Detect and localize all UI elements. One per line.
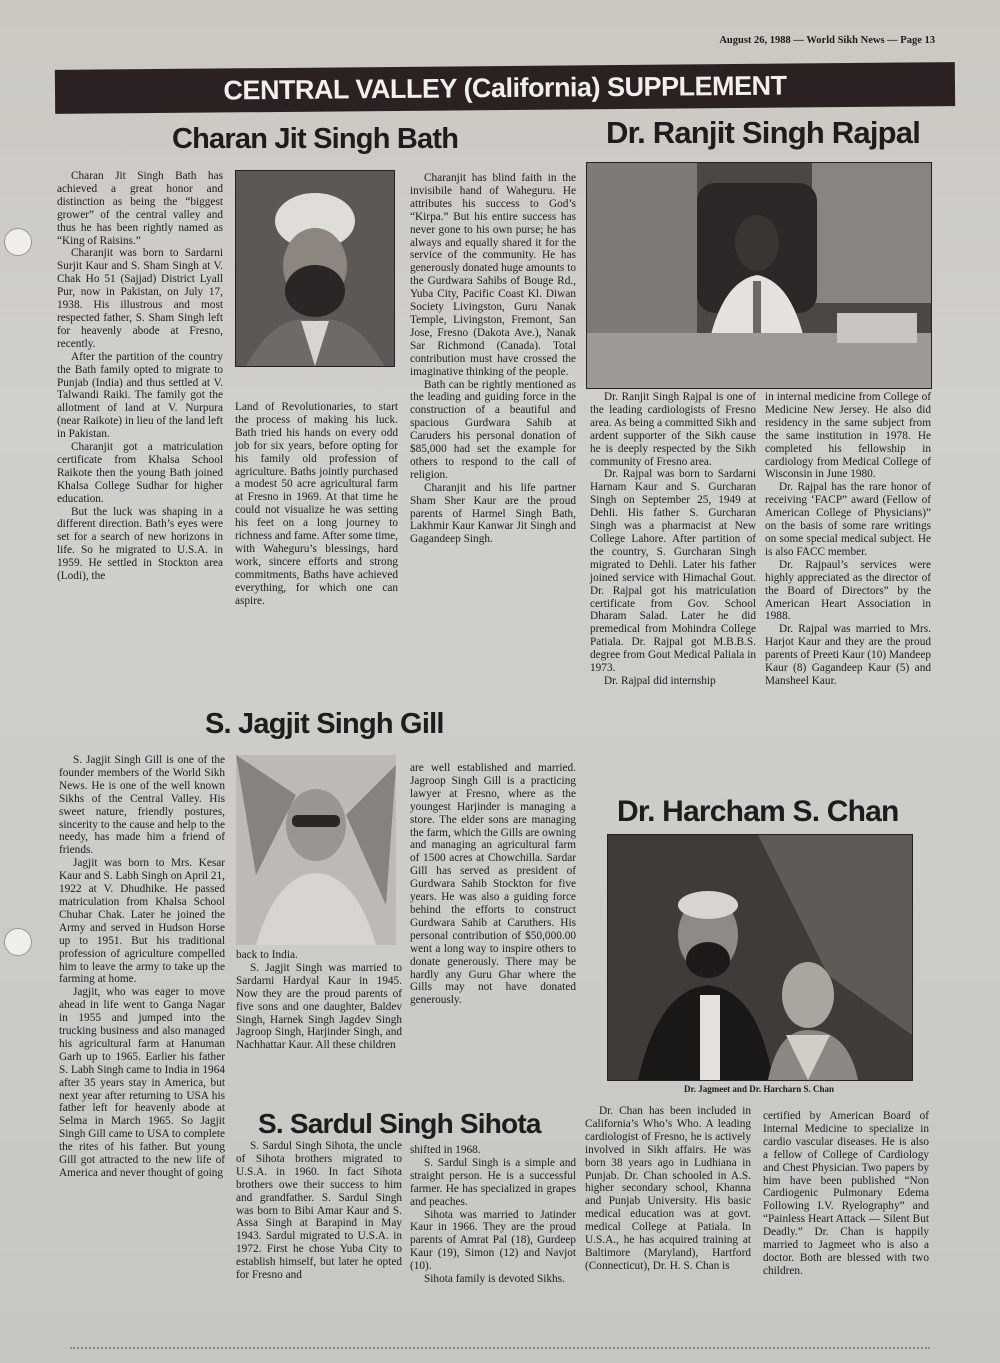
paragraph: Dr. Chan has been included in California’s Who’s Who. A leading cardiologist of Fresno, he is actively involved in Sikh affairs. He was born 38 years ago in Ludhiana in Punjab. Dr. Chan schooled in A.S. higher secondary school, Khanna and Punjab University. His basic medical education was at govt. medical College at Patiala. In U.S.A., he has acquired training at Baltimore (Maryland), Hartford (Connecticut), Dr. H. S. Chan is xyxy=(585,1105,751,1272)
headline-sihota: S. Sardul Singh Sihota xyxy=(258,1108,541,1139)
paragraph: Charan Jit Singh Bath has achieved a great honor and distinction as being the “biggest grower” of the central valley and thus he has been rightly named as “King of Raisins.” xyxy=(57,170,223,247)
paragraph: are well established and married. Jagroop Singh Gill is a practicing lawyer at Fresno, where as the youngest Harjinder is managing a store. The elder sons are managing the farm, which the Gills are owning and managing an agricultural farm of 1500 acres at Chowchilla. Sardar Gill has served as president of Gurdwara Sahib Stockton for five years. He was also a guiding force behind the efforts to construct Gurdwara Sahib at Caruthers. His personal contribution of $50,000.00 went a long way to inspire others to donate generously. There may be hardly any Guru Ghar where the Gills may not have donated generously. xyxy=(410,762,576,1007)
paragraph: Bath can be rightly mentioned as the leading and guiding force in the construction of a beautiful and spacious Gurdwara Sahib at Caruders his personal donation of $85,000 had set the example for others to respond to the call of religion. xyxy=(410,378,576,481)
paragraph: S. Sardul Singh is a simple and straight person. He is a successful farmer. He has specialized in grapes and peaches. xyxy=(410,1156,576,1208)
photo-caption-chan: Dr. Jagmeet and Dr. Harcharn S. Chan xyxy=(684,1084,834,1094)
sihota-column-2 xyxy=(410,1144,576,1286)
paragraph: But the luck was shaping in a different direction. Bath’s eyes were set for a search of new horizons in life. So he migrated to U.S.A. in 1959. He settled in Stockton area (Lodi), the xyxy=(57,505,223,583)
photo-s-jagjit-singh-gill xyxy=(236,755,396,945)
paragraph: back to India. xyxy=(236,949,298,961)
paragraph: Jagjit was born to Mrs. Kesar Kaur and S. Labh Singh on April 21, 1922 at V. Dhudhike. He passed matriculation from Khalsa School Chuhar Chak. Later he joined the Army and served in Hudson Horse up to 1951. But his traditional profession of agriculture compelled him to leave the army to take up the farming at home. xyxy=(59,857,225,986)
page-folio: August 26, 1988 — World Sikh News — Page 13 xyxy=(719,35,935,46)
banner-title: CENTRAL VALLEY (California) SUPPLEMENT xyxy=(223,70,787,105)
bottom-rule xyxy=(70,1347,930,1349)
rajpal-column-1 xyxy=(590,391,756,688)
paragraph: Dr. Rajpaul’s services were highly appreciated as the director of the Board of Directors” by the American Heart Association in 1988. xyxy=(765,558,931,623)
chan-column-1 xyxy=(585,1105,751,1273)
chan-column-2 xyxy=(763,1110,929,1278)
binder-hole xyxy=(4,228,32,256)
paragraph: Sihota family is devoted Sikhs. xyxy=(424,1273,565,1286)
sihota-column-1 xyxy=(236,1140,402,1282)
portrait-illustration xyxy=(236,171,394,366)
rajpal-column-2 xyxy=(765,391,931,688)
headline-rajpal: Dr. Ranjit Singh Rajpal xyxy=(606,115,921,150)
paragraph: Jagjit, who was eager to move ahead in life went to Ganga Nagar in 1955 and jumped into the trucking business and also managed his agricultural farm at Hanuman Garh up to 1965. Earlier his father S. Labh Singh came to India in 1964 after 35 years stay in America, but next year after returning to USA his father left for heavenly abode at Selma in March 1965. So Jagjit Singh Gill came to USA to complete the rites of his father. But young Gill got attracted to the new life of America and never thought of going xyxy=(59,986,225,1179)
paragraph: Dr. Rajpal did internship xyxy=(604,674,716,687)
office-illustration xyxy=(587,163,931,388)
paragraph: Dr. Rajpal was born to Sardarni Harnam Kaur and S. Gurcharan Singh on September 25, 1949 at Dehli. His father S. Gurcharan Singh was a pharmacist at New College Lahore. After partition of the country, S. Gurcharan Singh migrated to Dehli. Later his father joined service with Himachal Gout. Dr. Rajpal got his matriculation certificate from Gov. School Dharam Salad. Later he did premedical from Mohindra College Patiala. Dr. Rajpal got M.B.B.S. degree from Gout Medical Paliala in 1973. xyxy=(590,468,756,675)
gill-column-2 xyxy=(236,949,402,1052)
paragraph: Dr. Rajpal has the rare honor of receiving ‘FACP” award (Fellow of American College of Physicians)” on the basis of some rare writings on some special medical subject. He is also FACC member. xyxy=(765,481,931,558)
paragraph: Land of Revolutionaries, to start the process of making his luck. Bath tried his hands on every odd job for six years, before opting for his family old profession of agriculture. Baths jointly purchased a modest 50 acre agricultural farm at Fresno in 1969. At that time he could not visualize he was setting his feet on a long journey to richness and fame. After some time, with Waheguru’s blessings, hard work, sincere efforts and strong commitments, Baths have achieved everything, for which one can aspire. xyxy=(235,401,398,607)
paragraph: Charanjit was born to Sardarni Surjit Kaur and S. Sham Singh at V. Chak Ho 51 (Sajjad) District Lyall Pur, now in Pakistan, on July 17, 1938. His illustrous and most respected father, S. Sham Singh left for heavenly abode at Fresno, recently. xyxy=(57,247,223,350)
paragraph: in internal medicine from College of Medicine New Jersey. He also did residency in the same subject from the same institution in 1978. He completed his fellowship in cardiology from Medical College of Wisconsin in June 1980. xyxy=(765,391,931,481)
paragraph: Charanjit has blind faith in the invisibile hand of Waheguru. He attributes his success to God’s “Kirpa.” But his entire success has never gone to his own purse; he has always and equally shared it for the service of the community. He has generously donated huge amounts to the Gurdwara Sahibs of Bouge Rd., Yuba City, Pacific Coast Kl. Diwan Society Livingston, Guru Nanak Temple, Livingston, Fremont, San Jose, Fresno (Dakota Ave.), Nanak Sar Richmond (Canada). Total contribution must have crossed the imaginative thinking of the people. xyxy=(410,172,576,378)
paragraph: Sihota was married to Jatinder Kaur in 1966. They are the proud parents of Amrat Pal (18), Gurdeep Kaur (19), Simon (12) and Navjot (10). xyxy=(410,1208,576,1273)
paragraph: S. Sardul Singh Sihota, the uncle of Sihota brothers migrated to U.S.A. in 1960. In fact Sihota brothers owe their success to him and grandfather. S. Sardul Singh was born to Bibi Amar Kaur and S. Assa Singh at Barapind in May 1943. Sardul migrated to U.S.A. in 1972. First he chose Yuba City to establish himself, but later he opted for Fresno and xyxy=(236,1140,402,1282)
paragraph: shifted in 1968. xyxy=(410,1144,481,1156)
supplement-banner xyxy=(55,62,955,114)
bath-column-2 xyxy=(235,401,398,608)
headline-gill: S. Jagjit Singh Gill xyxy=(205,708,444,740)
paragraph: Dr. Rajpal was married to Mrs. Harjot Kaur and they are the proud parents of Preeti Kaur (10) Mandeep Kaur (8) Gagandeep Kaur (5) and Mansheel Kaur. xyxy=(765,623,931,687)
portrait-illustration xyxy=(236,755,396,945)
photo-charan-jit-singh-bath xyxy=(235,170,395,367)
paragraph: Charanjit and his life partner Sham Sher Kaur are the proud parents of Harmel Singh Bath, Lakhmir Kaur Kanwar Jit Singh and Gagandeep Singh. xyxy=(410,481,576,546)
photo-dr-ranjit-singh-rajpal xyxy=(586,162,932,389)
headline-chan: Dr. Harcham S. Chan xyxy=(617,795,899,828)
paragraph: S. Jagjit Singh was married to Sardarni Hardyal Kaur in 1945. Now they are the proud parents of five sons and one daughter, Baldev Singh, Harnek Singh Jagdev Singh Jagroop Singh, Harjinder Singh, and Nachhattar Kaur. All these children xyxy=(236,961,402,1052)
couple-illustration xyxy=(608,835,912,1080)
paragraph: Charanjit got a matriculation certificate from Khalsa School Raikote then the young Bath joined Khalsa College Sudhar for higher education. xyxy=(57,441,223,505)
paragraph: S. Jagjit Singh Gill is one of the founder members of the World Sikh News. He is one of the well known Sikhs of the Central Valley. His sweet nature, friendly postures, sincerity to the cause and help to the needy, has made him a friend of friends. xyxy=(59,754,225,857)
paragraph: certified by American Board of Internal Medicine to specialize in cardio vascular diseases. He is also a fellow of College of Cardiology and Chest Physician. Two papers by him have been published “Non Cardiogenic Pulmonary Edema Following I.V. Ryelography” and “Painless Heart Attack — Silent But Deadly.” Dr. Chan is happily married to Jagmeet who is also a doctor. Both are blessed with two children. xyxy=(763,1110,929,1277)
gill-column-1 xyxy=(59,754,225,1180)
gill-column-3 xyxy=(410,762,576,1007)
paragraph: After the partition of the country the Bath family opted to migrate to Punjab (India) and thus settled at V. Talwandi Raiki. The family got the allotment of land at V. Nurpura (near Raikote) in lieu of the land left in Pakistan. xyxy=(57,350,223,441)
bath-column-1 xyxy=(57,170,223,583)
photo-dr-harcham-s-chan xyxy=(607,834,913,1081)
binder-hole xyxy=(4,928,32,956)
bath-column-3 xyxy=(410,172,576,546)
headline-bath: Charan Jit Singh Bath xyxy=(172,123,459,155)
paragraph: Dr. Ranjit Singh Rajpal is one of the leading cardiologists of Fresno area. As being a committed Sikh and ardent supporter of the Sikh cause he is deeply respected by the Sikh community of Fresno area. xyxy=(590,391,756,468)
